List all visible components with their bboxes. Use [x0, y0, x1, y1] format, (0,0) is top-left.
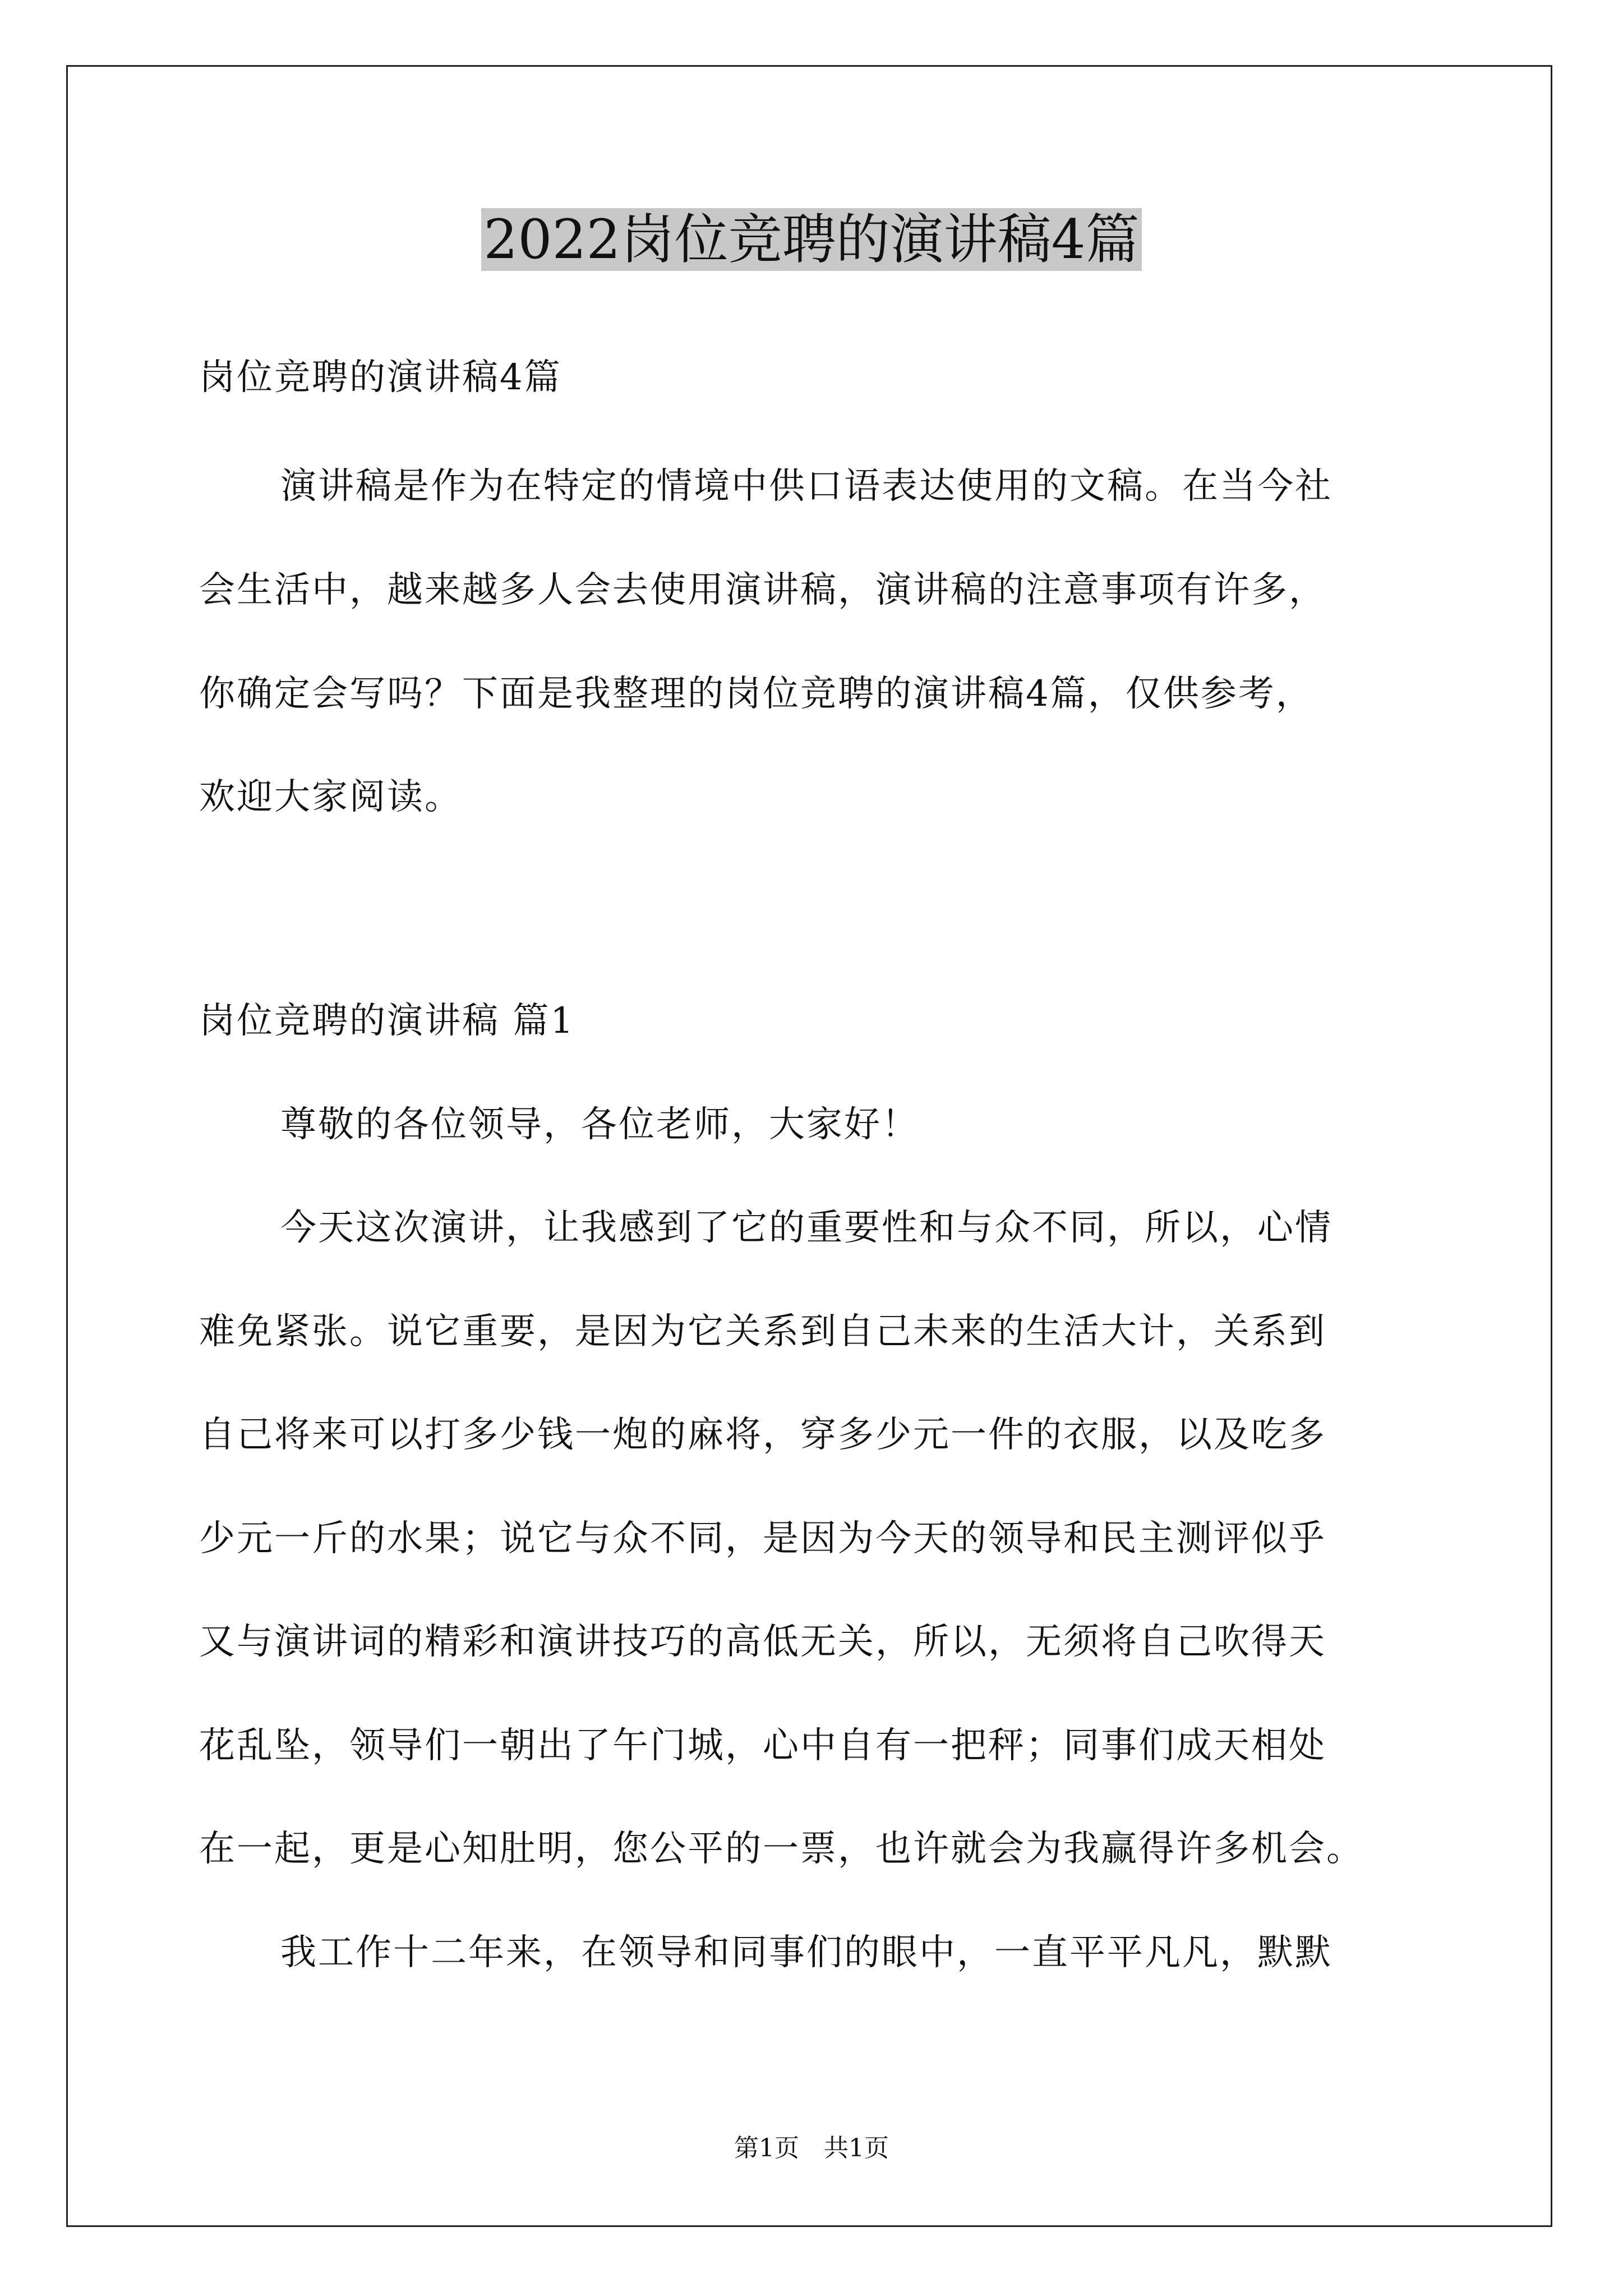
document-title	[0, 203, 1623, 276]
paragraph1-line-2: 难免紧张。说它重要，是因为它关系到自己未来的生活大计，关系到	[199, 1311, 1326, 1352]
intro-line-4: 欢迎大家阅读。	[199, 776, 462, 818]
paragraph1-line-3: 自己将来可以打多少钱一炮的麻将，穿多少元一件的衣服，以及吃多	[199, 1414, 1326, 1456]
paragraph1-line-4: 少元一斤的水果；说它与众不同，是因为今天的领导和民主测评似乎	[199, 1518, 1326, 1559]
paragraph1-line-6: 花乱坠，领导们一朝出了午门城，心中自有一把秤；同事们成天相处	[199, 1725, 1326, 1766]
paragraph1-line-5: 又与演讲词的精彩和演讲技巧的高低无关，所以，无须将自己吹得天	[199, 1621, 1326, 1663]
greeting-line: 尊敬的各位领导，各位老师，大家好！	[280, 1104, 919, 1145]
page-footer: 第1页 共1页	[734, 2134, 889, 2162]
section-heading: 岗位竞聘的演讲稿 篇1	[199, 1000, 575, 1042]
intro-line-3: 你确定会写吗？下面是我整理的岗位竞聘的演讲稿4篇，仅供参考，	[199, 673, 1313, 715]
document-title-text: 2022岗位竞聘的演讲稿4篇	[481, 208, 1141, 271]
intro-line-1: 演讲稿是作为在特定的情境中供口语表达使用的文稿。在当今社	[280, 466, 1332, 507]
paragraph2-line-1: 我工作十二年来，在领导和同事们的眼中，一直平平凡凡，默默	[280, 1932, 1332, 1973]
paragraph1-line-7: 在一起，更是心知肚明，您公平的一票，也许就会为我赢得许多机会。	[199, 1828, 1364, 1870]
intro-line-2: 会生活中，越来越多人会去使用演讲稿，演讲稿的注意事项有许多，	[199, 569, 1326, 611]
paragraph1-line-1: 今天这次演讲，让我感到了它的重要性和与众不同，所以，心情	[280, 1207, 1332, 1249]
document-subtitle: 岗位竞聘的演讲稿4篇	[199, 357, 562, 398]
